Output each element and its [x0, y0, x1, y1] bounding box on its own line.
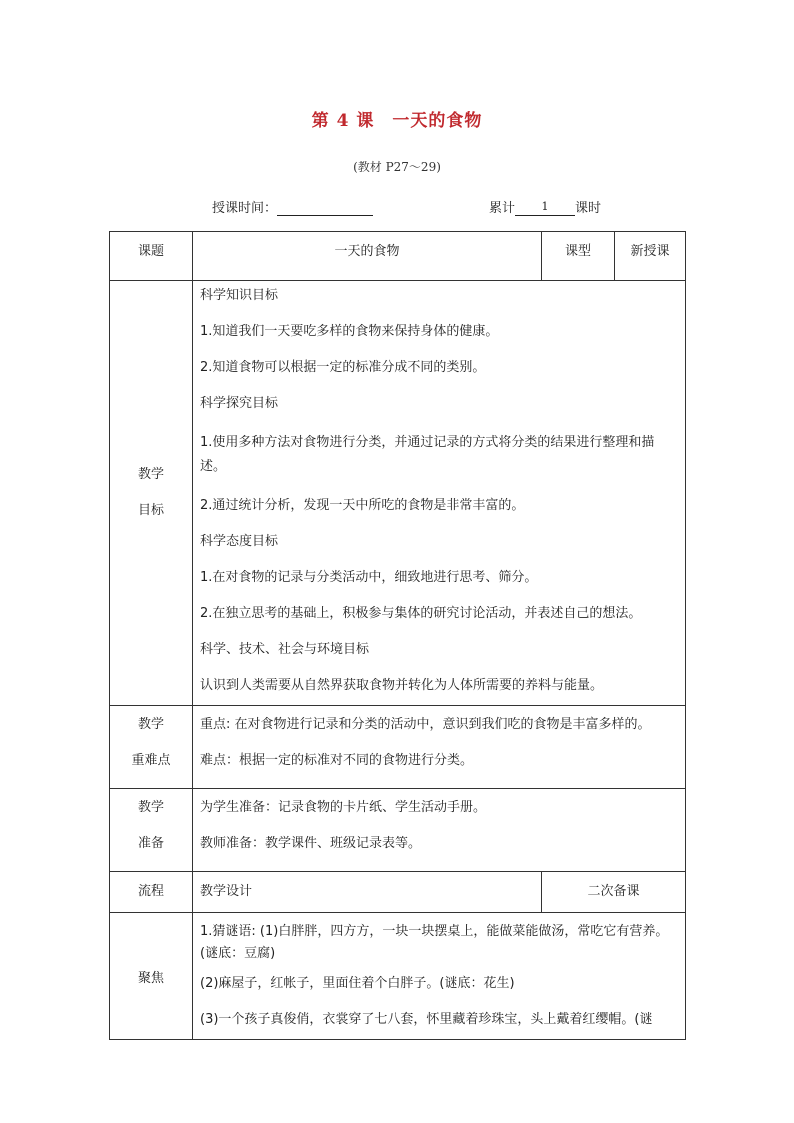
goal-line: 1.知道我们一天要吃多样的食物来保持身体的健康。: [200, 324, 499, 339]
focus-label: 聚焦: [110, 913, 193, 1040]
flow-label: 流程: [110, 872, 193, 913]
goal-line: 1.在对食物的记录与分类活动中，细致地进行思考、筛分。: [200, 570, 538, 585]
lesson-plan-table: [109, 231, 686, 1040]
goal-line: 科学知识目标: [200, 288, 279, 303]
goal-line: 2.知道食物可以根据一定的标准分成不同的类别。: [200, 360, 486, 375]
prep-line: 为学生准备：记录食物的卡片纸、学生活动手册。: [200, 800, 487, 815]
focus-line: (2)麻屋子，红帐子，里面住着个白胖子。(谜底：花生): [200, 976, 515, 991]
second-prep-label: 二次备课: [542, 872, 686, 913]
lesson-title: 第 4 课 一天的食物: [311, 111, 483, 131]
keypoint-line: 重点: 在对食物进行记录和分类的活动中，意识到我们吃的食物是丰富多样的。: [200, 717, 651, 732]
prep-content: [193, 789, 686, 872]
focus-line: (3)一个孩子真俊俏，衣裳穿了七八套，怀里藏着珍珠宝，头上戴着红缨帽。(谜: [200, 1012, 653, 1027]
total-hours-row: [489, 197, 601, 216]
goals-label-1: 教学: [137, 467, 164, 482]
goal-line: 2.通过统计分析，发现一天中所吃的食物是非常丰富的。: [200, 498, 525, 513]
teaching-time-label: 授课时间：: [212, 201, 278, 216]
goals-content: [193, 281, 686, 706]
goal-line: 2.在独立思考的基础上，积极参与集体的研究讨论活动，并表述自己的想法。: [200, 606, 642, 621]
textbook-pages: (教材 P27～29): [353, 160, 441, 174]
goals-label-2: 目标: [137, 503, 164, 518]
goal-line: 科学探究目标: [200, 396, 279, 411]
prep-row: [110, 789, 686, 872]
keypoint-line: 难点：根据一定的标准对不同的食物进行分类。: [200, 753, 474, 768]
prep-label-1: 教学: [137, 800, 164, 815]
prep-line: 教师准备：教学课件、班级记录表等。: [200, 836, 422, 851]
topic-row: [110, 232, 686, 281]
keypoints-content: [193, 706, 686, 789]
prep-label-cell: [110, 789, 193, 872]
focus-row: [110, 913, 686, 1040]
flow-header-row: [110, 872, 686, 913]
keypoints-label-cell: [110, 706, 193, 789]
focus-line: 1.猜谜语: (1)白胖胖，四方方，一块一块摆桌上，能做菜能做汤，常吃它有营养。(谜底：豆腐): [200, 924, 669, 961]
teaching-time-field[interactable]: [277, 200, 373, 216]
goal-line: 科学态度目标: [200, 534, 279, 549]
keypoints-row: [110, 706, 686, 789]
prep-label-2: 准备: [137, 836, 164, 851]
topic-label: 课题: [110, 232, 193, 281]
goals-label-cell: [110, 281, 193, 706]
keypoints-label-1: 教学: [137, 717, 164, 732]
design-label: 教学设计: [193, 872, 542, 913]
goal-line: 1.使用多种方法对食物进行分类，并通过记录的方式将分类的结果进行整理和描述。: [200, 435, 655, 474]
goal-line: 认识到人类需要从自然界获取食物并转化为人体所需要的养料与能量。: [200, 678, 604, 693]
lesson-type-value: 新授课: [615, 232, 686, 281]
topic-value: 一天的食物: [193, 232, 542, 281]
goal-line: 科学、技术、社会与环境目标: [200, 642, 370, 657]
focus-content: [193, 913, 686, 1040]
total-hours-prefix: 累计: [489, 201, 516, 216]
teaching-time-row: [212, 197, 373, 216]
goals-row: [110, 281, 686, 706]
lesson-type-label: 课型: [542, 232, 615, 281]
keypoints-label-2: 重难点: [131, 753, 171, 768]
total-hours-suffix: 课时: [575, 201, 602, 216]
total-hours-field[interactable]: 1: [515, 200, 575, 216]
